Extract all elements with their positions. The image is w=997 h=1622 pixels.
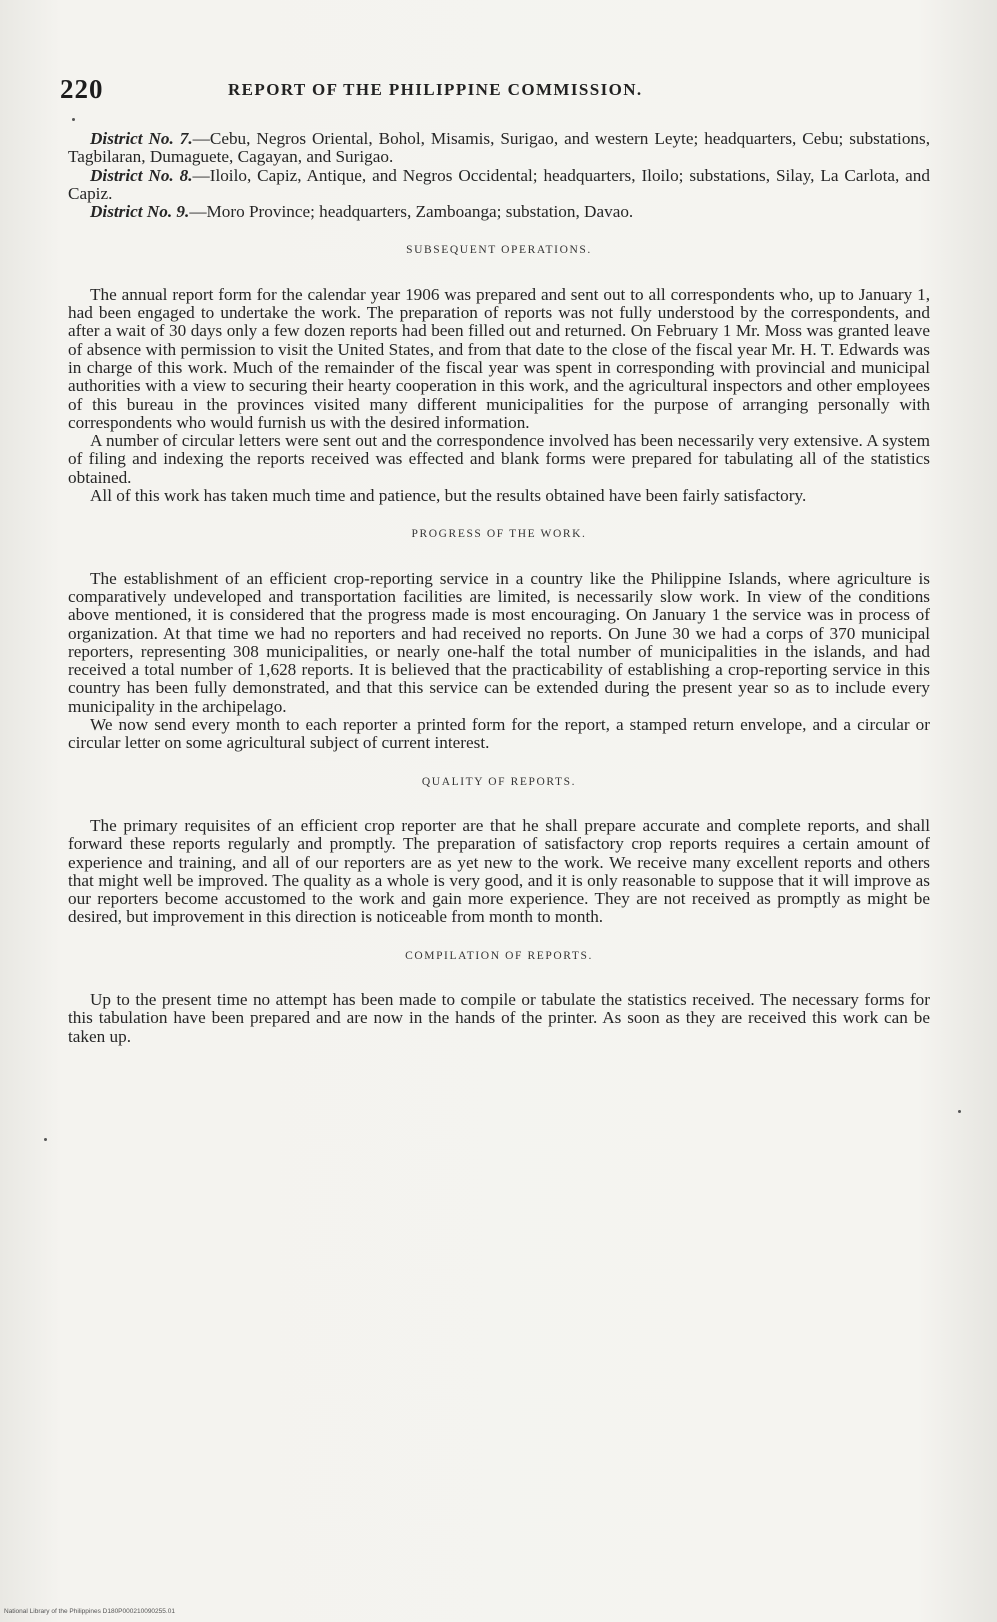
page-body: [68, 130, 930, 1046]
paragraph: A number of circular letters were sent out and the correspondence involved has been necessarily very extensive. A system of filing and indexing the reports received was effected and blank forms were prepared for tabulating all of the statistics obtained.: [68, 431, 930, 487]
paragraph: The primary requisites of an efficient crop reporter are that he shall prepare accurate and complete reports, and shall forward these reports regularly and promptly. The preparation of satisfactory crop reports requires a certain amount of experience and training, and all of our reporters are as yet new to the work. We receive many excellent reports and others that might well be improved. The quality as a whole is very good, and it is only reasonable to suppose that it will improve as our reporters become accustomed to the work and gain more experience. They are not received as promptly as might be desired, but improvement in this direction is noticeable from month to month.: [68, 815, 930, 927]
district-text: —Iloilo, Capiz, Antique, and Negros Occidental; headquarters, Iloilo; substations, Silay, La Carlota, and Capiz.: [68, 165, 930, 203]
paragraph: All of this work has taken much time and patience, but the results obtained have been fairly satisfactory.: [90, 486, 807, 506]
district-label: District No. 7.: [90, 129, 193, 148]
scan-speck: [958, 1110, 961, 1113]
district-label: District No. 9.: [90, 202, 190, 222]
district-text: —Cebu, Negros Oriental, Bohol, Misamis, Surigao, and western Leyte; headquarters, Cebu; substations, Tagbilaran, Dumaguete, Cagayan, and Surigao.: [68, 129, 930, 167]
district-text: —Moro Province; headquarters, Zamboanga; substation, Davao.: [189, 202, 634, 222]
district-entry-8: [68, 167, 930, 204]
section-heading-quality-of-reports: QUALITY OF REPORTS.: [421, 775, 577, 788]
paragraph: Up to the present time no attempt has been made to compile or tabulate the statistics received. The necessary forms for this tabulation have been prepared and are now in the hands of the printer. As soon as they are received this work can be taken up.: [68, 989, 930, 1046]
section-heading-progress-of-the-work: PROGRESS OF THE WORK.: [411, 528, 587, 541]
paragraph: The establishment of an efficient crop-reporting service in a country like the Philippine Islands, where agriculture is comparatively undeveloped and transportation facilities are limited, is necessarily slow work. In view of the conditions above mentioned, it is considered that the progress made is most encouraging. On January 1 the service was in process of organization. At that time we had no reporters and had received no reports. On June 30 we had a corps of 370 municipal reporters, representing 308 municipalities, or nearly one-half the total number of municipalities in the islands, and had received a total number of 1,628 reports. It is believed that the practicability of establishing a crop-reporting service in this country has been fully demonstrated, and that this service can be extended during the present year so as to include every municipality in the archipelago.: [68, 568, 930, 716]
section-heading-compilation-of-reports: COMPILATION OF REPORTS.: [405, 949, 593, 962]
running-title: REPORT OF THE PHILIPPINE COMMISSION.: [228, 80, 643, 99]
scan-speck: [44, 1138, 47, 1141]
district-label: District No. 8.: [90, 165, 193, 185]
page-number: 220: [60, 74, 104, 104]
district-entry-7: [68, 130, 930, 167]
paragraph: The annual report form for the calendar year 1906 was prepared and sent out to all correspondents who, up to January 1, had been engaged to undertake the work. The preparation of reports was not fully understood by the correspondents, and after a wait of 30 days only a few dozen reports had been filled out and returned. On February 1 Mr. Moss was granted leave of absence with permission to visit the United States, and from that date to the close of the fiscal year Mr. H. T. Edwards was in charge of this work. Much of the remainder of the fiscal year was spent in corresponding with provincial and municipal authorities with a view to securing their hearty cooperation in this work, and the agricultural inspectors and other employees of this bureau in the provinces visited many different municipalities for the purpose of arranging personally with correspondents who would furnish us with the desired information.: [68, 284, 930, 432]
scan-speck: [72, 118, 75, 121]
paragraph: We now send every month to each reporter a printed form for the report, a stamped return envelope, and a circular or circular letter on some agricultural subject of current interest.: [68, 715, 930, 753]
footer-credit: National Library of the Philippines D180P000210090255.01: [4, 1608, 175, 1615]
district-entry-9: [68, 203, 930, 221]
section-heading-subsequent-operations: SUBSEQUENT OPERATIONS.: [406, 244, 592, 257]
page-header: [60, 74, 940, 114]
